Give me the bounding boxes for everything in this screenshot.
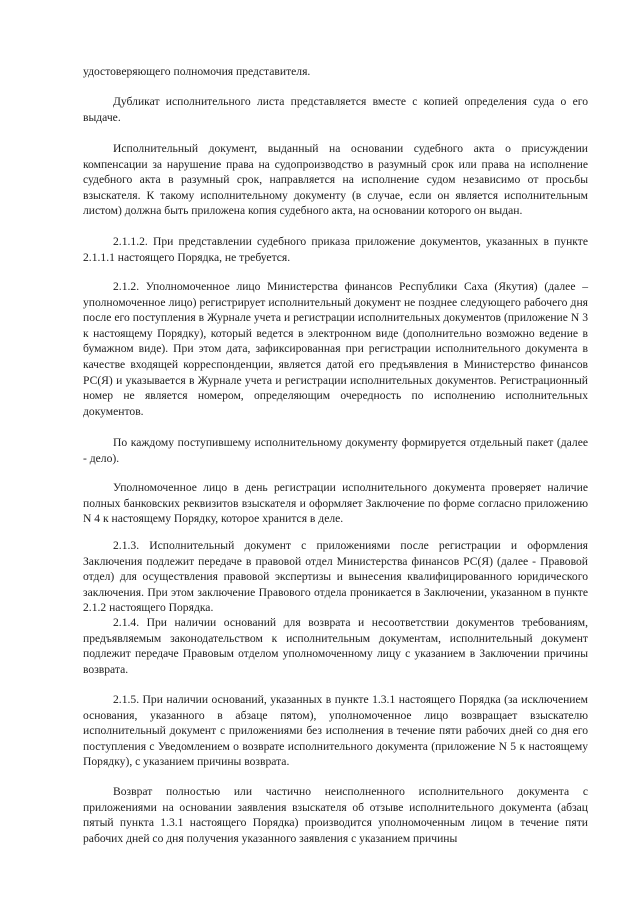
paragraph-7: [83, 480, 588, 527]
paragraph-text: 2.1.2. Уполномоченное лицо Министерства финансов Республики Саха (Якутия) (далее – уполномоченное лицо) регистрирует исполнительный документ не позднее следующего рабочего дня после его поступления в Журнале учета и регистрации исполнительных документов (приложение N 3 к настоящему Порядку), который ведется в электронном виде (дополнительно возможно ведение в бумажном виде). При этом дата, зафиксированная при регистрации исполнительного документа в качестве входящей корреспонденции, является датой его предъявления в Министерство финансов РС(Я) и указывается в Журнале учета и регистрации исполнительных документов. Регистрационный номер не является номером, определяющим очередность по исполнению исполнительных документов.: [83, 280, 588, 418]
paragraph-text: 2.1.1.2. При представлении судебного приказа приложение документов, указанных в пункте 2.1.1.1 настоящего Порядка, не требуется.: [83, 235, 588, 264]
paragraph-5: [83, 279, 588, 419]
paragraph-text: По каждому поступившему исполнительному документу формируется отдельный пакет (далее - дело).: [83, 436, 588, 465]
paragraph-11: [83, 784, 588, 846]
paragraph-text: Уполномоченное лицо в день регистрации исполнительного документа проверяет наличие полных банковских реквизитов взыскателя и оформляет Заключение по форме согласно приложению N 4 к настоящему Порядку, которое хранится в деле.: [83, 481, 588, 526]
paragraph-text: 2.1.5. При наличии оснований, указанных в пункте 1.3.1 настоящего Порядка (за исключением основания, указанного в абзаце пятом), уполномоченное лицо возвращает взыскателю исполнительный документ с приложениями без исполнения в течение пяти рабочих дней со дня его поступления с Уведомлением о возврате исполнительного документа (приложение N 5 к настоящему Порядку), с указанием причины возврата.: [83, 693, 588, 769]
paragraph-text: Исполнительный документ, выданный на основании судебного акта о присуждении компенсации за нарушение права на судопроизводство в разумный срок или права на исполнение судебного акта в разумный срок, направляется на исполнение судом независимо от просьбы взыскателя. К такому исполнительному документу (в случае, если он является исполнительным листом) должна быть приложена копия судебного акта, на основании которого он выдан.: [83, 142, 588, 218]
paragraph-6: [83, 435, 588, 466]
paragraph-text: Дубликат исполнительного листа представляется вместе с копией определения суда о его выдаче.: [83, 95, 588, 124]
paragraph-text: Возврат полностью или частично неисполненного исполнительного документа с приложениями на основании заявления взыскателя об отзыве исполнительного документа (абзац пятый пункта 1.3.1 настоящего Порядка) производится уполномоченным лицом в течение пяти рабочих дней со дня получения указанного заявления с указанием причины: [83, 785, 588, 845]
paragraph-1: [83, 64, 588, 80]
paragraph-text: удостоверяющего полномочия представителя.: [83, 65, 311, 78]
paragraph-10: [83, 692, 588, 770]
paragraph-text: 2.1.4. При наличии оснований для возврата и несоответствии документов требованиям, предъявляемым законодательством к исполнительным документам, исполнительный документ подлежит передаче Правовым отделом уполномоченному лицу с указанием в Заключении причины возврата.: [83, 616, 588, 676]
paragraph-text: 2.1.3. Исполнительный документ с приложениями после регистрации и оформления Заключения подлежит передаче в правовой отдел Министерства финансов РС(Я) (далее - Правовой отдел) для осуществления правовой экспертизы и вынесения квалифицированного юридического заключения. При этом заключение Правового отдела проникается в Заключении, указанном в пункте 2.1.2 настоящего Порядка.: [83, 539, 588, 615]
paragraph-2: [83, 94, 588, 125]
paragraph-8: [83, 538, 588, 616]
paragraph-9: [83, 615, 588, 677]
paragraph-4: [83, 234, 588, 265]
paragraph-3: [83, 141, 588, 219]
